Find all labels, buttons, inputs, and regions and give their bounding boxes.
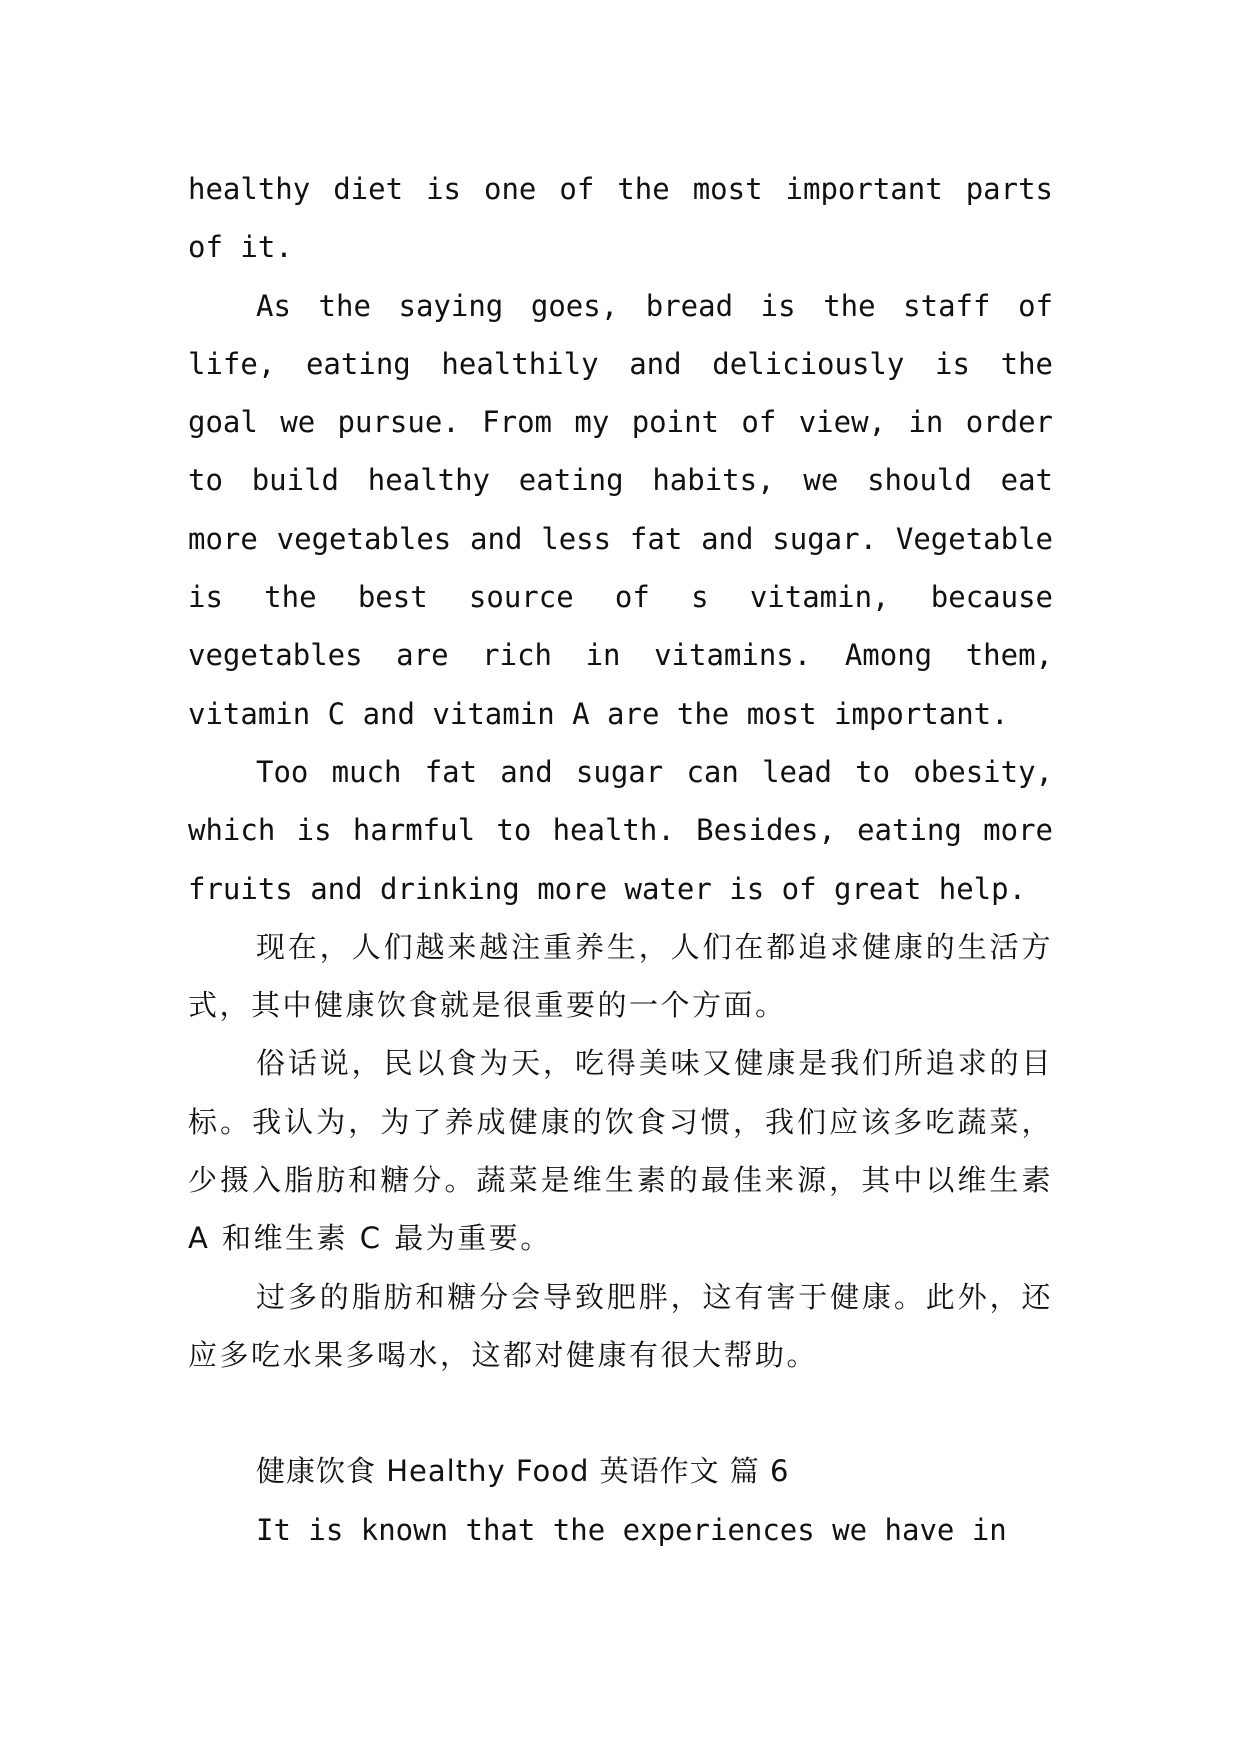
paragraph-en-2: As the saying goes, bread is the staff of life, eating healthily and deliciously is the goal we pursue. From my point of view, in order to build healthy eating habits, we should eat more vegetables and less fat and sugar. Vegetable is the best source of s vitamin, because vegetables are rich in vitamins. Among them, vitamin C and vitamin A are the most important. bbox=[188, 288, 1053, 731]
paragraph-zh-1: 现在，人们越来越注重养生，人们在都追求健康的生活方式，其中健康饮食就是很重要的一个方面。 bbox=[188, 929, 1053, 1023]
paragraph-zh-3: 过多的脂肪和糖分会导致肥胖，这有害于健康。此外，还应多吃水果多喝水，这都对健康有很大帮助。 bbox=[188, 1279, 1053, 1372]
paragraph-en-3: Too much fat and sugar can lead to obesity, which is harmful to health. Besides, eating more fruits and drinking more water is of great help. bbox=[188, 754, 1053, 906]
document-page bbox=[188, 160, 1053, 1559]
paragraph-zh-2: 俗话说，民以食为天，吃得美味又健康是我们所追求的目标。我认为，为了养成健康的饮食习惯，我们应该多吃蔬菜，少摄入脂肪和糖分。蔬菜是维生素的最佳来源，其中以维生素 A 和维生素 C 最为重要。 bbox=[188, 1046, 1053, 1256]
paragraph-final: It is known that the experiences we have in bbox=[256, 1512, 1007, 1547]
section-heading: 健康饮食 Healthy Food 英语作文 篇 6 bbox=[256, 1454, 790, 1489]
paragraph-en-1: healthy diet is one of the most important parts of it. bbox=[188, 172, 1053, 265]
